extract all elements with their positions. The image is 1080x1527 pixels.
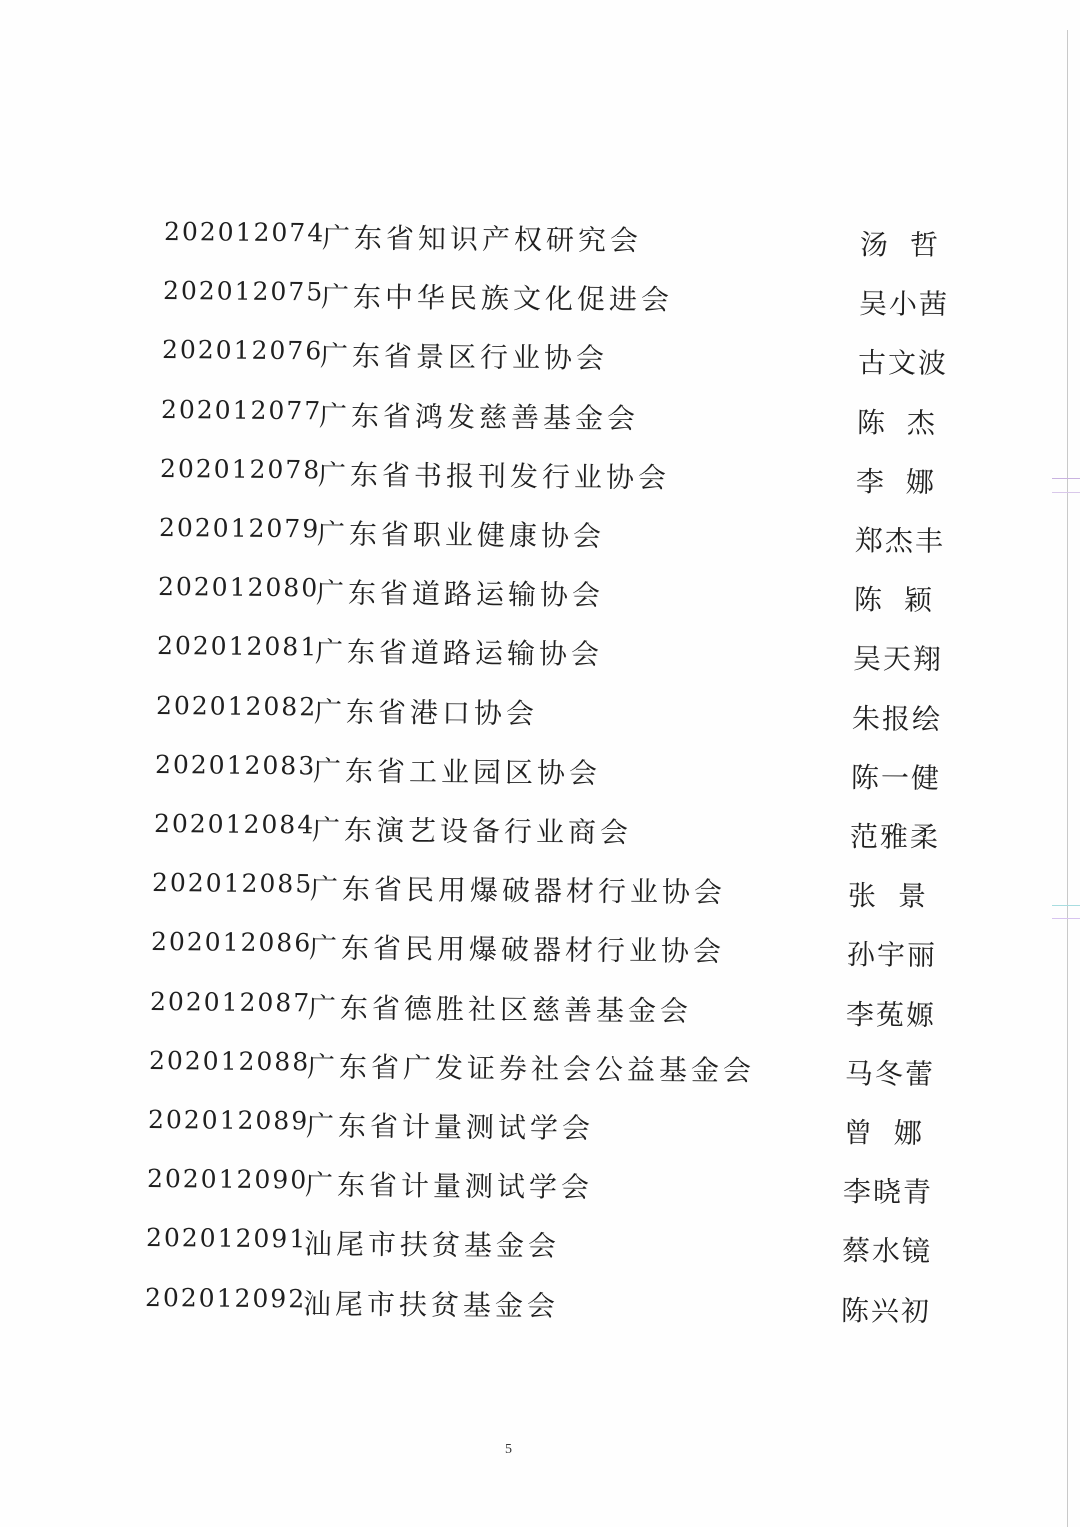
- certificate-number: 202012091: [146, 1223, 308, 1254]
- organization-name: 广东省计量测试学会: [305, 1168, 594, 1205]
- person-name: 曾娜: [844, 1116, 945, 1150]
- person-name: 李娜: [855, 464, 956, 499]
- list-item: [149, 1044, 936, 1091]
- organization-name: 广东省道路运输协会: [314, 635, 603, 672]
- person-name: 孙宇丽: [847, 938, 938, 973]
- person-name: 郑杰丰: [854, 524, 945, 558]
- scan-artifact-mark: [1052, 478, 1080, 479]
- certificate-number: 202012080: [157, 572, 319, 603]
- certificate-number: 202012076: [161, 335, 324, 366]
- list-item: [155, 689, 942, 736]
- list-item: [162, 274, 950, 322]
- organization-name: 广东省知识产权研究会: [321, 221, 643, 258]
- organization-name: 广东省民用爆破器材行业协会: [309, 931, 726, 969]
- certificate-number: 202012083: [154, 749, 316, 781]
- organization-name: 广东省鸿发慈善基金会: [318, 398, 639, 435]
- certificate-number: 202012084: [153, 809, 315, 840]
- list-item: [159, 452, 956, 499]
- list-item: [157, 570, 954, 618]
- certificate-number: 202012077: [160, 394, 323, 425]
- organization-name: 广东省港口协会: [313, 694, 538, 730]
- organization-name: 广东省工业园区协会: [312, 754, 601, 790]
- organization-name: 广东省职业健康协会: [316, 517, 605, 553]
- page-number: 5: [505, 1442, 512, 1457]
- certificate-number: 202012075: [162, 276, 325, 307]
- scan-artifact-mark: [1052, 918, 1080, 919]
- person-name: 陈杰: [856, 405, 957, 440]
- person-name: 李晓青: [842, 1175, 934, 1210]
- person-name: 范雅柔: [849, 820, 940, 854]
- person-name: 陈兴初: [840, 1293, 932, 1328]
- organization-name: 广东省道路运输协会: [315, 576, 604, 613]
- organization-name: 汕尾市扶贫基金会: [303, 1227, 561, 1264]
- organization-name: 广东省书报刊发行业协会: [317, 458, 670, 495]
- organization-name: 广东省民用爆破器材行业协会: [310, 872, 727, 910]
- scan-edge-line: [1067, 30, 1068, 1527]
- list-item: [147, 1162, 934, 1210]
- certificate-number: 202012089: [148, 1105, 310, 1136]
- person-name: 蔡水镜: [841, 1234, 933, 1269]
- certificate-number: 202012086: [151, 927, 313, 958]
- list-item: [146, 1221, 933, 1269]
- certificate-number: 202012090: [147, 1164, 309, 1195]
- person-name: 张景: [848, 879, 949, 914]
- person-name: 李菟嫄: [846, 997, 937, 1032]
- certificate-number: 202012081: [156, 631, 318, 662]
- person-name: 陈一健: [850, 760, 941, 795]
- certificate-number: 202012088: [149, 1045, 311, 1077]
- list-item: [160, 393, 957, 440]
- scan-artifact-mark: [1052, 492, 1080, 493]
- certificate-number: 202012078: [159, 453, 322, 485]
- person-name: 吴天翔: [852, 642, 943, 677]
- organization-name: 广东省景区行业协会: [319, 339, 609, 376]
- list-item: [150, 985, 937, 1032]
- person-name: 古文波: [857, 346, 948, 381]
- certificate-number: 202012079: [158, 513, 321, 544]
- person-name: 朱报绘: [851, 701, 942, 736]
- organization-name: 广东演艺设备行业商会: [311, 813, 632, 850]
- list-item: [163, 215, 961, 262]
- person-name: 汤哲: [859, 228, 961, 262]
- certificate-number: 202012087: [150, 986, 312, 1017]
- list-item: [158, 511, 945, 558]
- list-item: [148, 1103, 945, 1150]
- certificate-number: 202012082: [155, 690, 317, 721]
- person-name: 马冬蕾: [845, 1056, 936, 1091]
- organization-name: 汕尾市扶贫基金会: [302, 1286, 560, 1323]
- organization-name: 广东省计量测试学会: [306, 1109, 595, 1145]
- list-item: [151, 925, 938, 973]
- certificate-number: 202012085: [152, 868, 314, 899]
- organization-name: 广东省德胜社区慈善基金会: [308, 990, 693, 1028]
- list-item: [154, 748, 941, 795]
- organization-name: 广东省广发证券社会公益基金会: [307, 1050, 756, 1088]
- certificate-number: 202012092: [144, 1282, 307, 1313]
- organization-name: 广东中华民族文化促进会: [320, 280, 674, 317]
- person-name: 吴小茜: [858, 287, 950, 322]
- list-item: [152, 866, 949, 914]
- list-item: [144, 1281, 932, 1328]
- list-item: [156, 629, 943, 677]
- person-name: 陈颖: [853, 583, 954, 618]
- list-item: [161, 333, 948, 381]
- scan-artifact-mark: [1052, 905, 1080, 906]
- certificate-number: 202012074: [163, 217, 326, 248]
- list-item: [153, 807, 940, 854]
